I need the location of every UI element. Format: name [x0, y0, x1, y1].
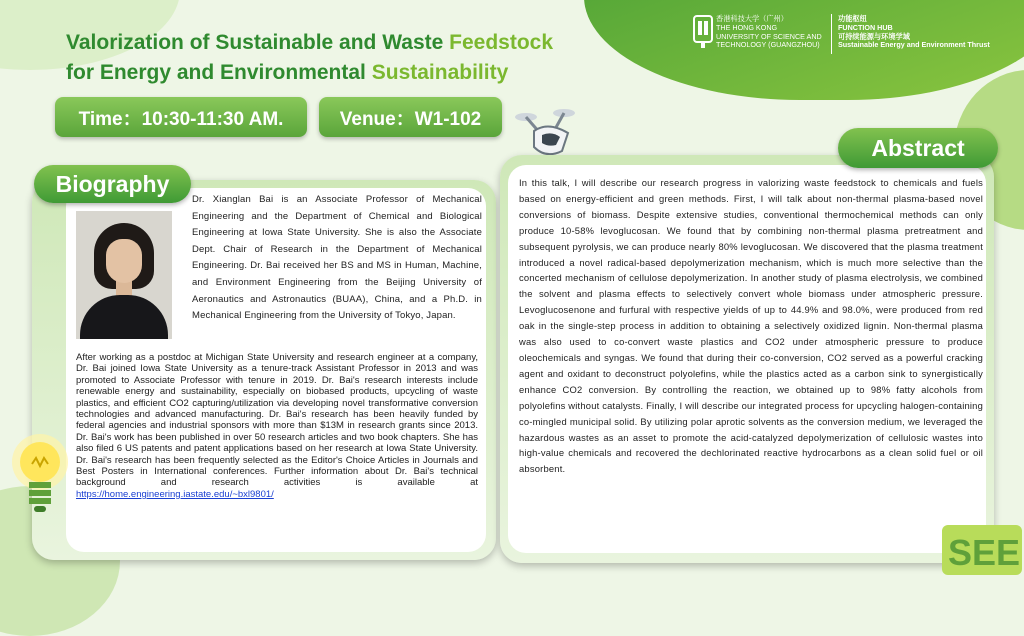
hkust-gz-logo: [692, 12, 1022, 66]
sees-logo-decoration: [934, 515, 1024, 576]
title-line2-a: for Energy and Environmental: [66, 61, 372, 84]
university-crest-icon: [692, 14, 714, 50]
time-badge: Time：10:30-11:30 AM.: [55, 97, 307, 137]
abstract-heading: Abstract: [838, 128, 998, 168]
function-hub-name: 功能枢纽 FUNCTION HUB 可持续能源与环境学域 Sustainable Energy and Environment Thrust: [838, 14, 990, 50]
title-line1-b: Feedstock: [449, 31, 554, 54]
profile-link[interactable]: https://home.engineering.iastate.edu/~bxl9801/: [76, 488, 274, 500]
university-name: 香港科技大学（广州） THE HONG KONG UNIVERSITY OF SCIENCE AND TECHNOLOGY (GUANGZHOU): [716, 14, 822, 50]
photo-face: [106, 239, 142, 283]
speaker-photo: [76, 211, 172, 339]
sees-letters: SEE: [948, 532, 1021, 573]
venue-badge: Venue：W1-102: [319, 97, 502, 137]
abstract-text: In this talk, I will describe our research progress in valorizing waste feedstock to chemicals and fuels based on energy-efficient and green methods. First, I will talk about non-thermal plasma-based novel conversions of biomass. Despite extensive studies, conventional thermochemical methods can only produce 10-58% levoglucosan. We found that by combining non-thermal plasma pretreatment and subsequent pyrolysis, we can produce nearly 80% levoglucosan. We discovered that the plasma treatment introduced a novel radical-based depolymerization mechanism, which is much more selective than the concerted mechanism of cellulose depolymerization. In another study of plasma electrolysis, we combined the solvent and plasma effects to selectively convert whole biomass under atmospheric pressure. Levoglucosenone and furfural with respective yields of up to 44.9% and 98.0%, were produced from red oak in the single-step process in addition to obtaining a selectively oxidized lignin. Non-thermal plasma was also used to co-convert waste plastics and CO2 under atmospheric pressure to produce oleochemicals and syngas. We found that during their co-conversion, CO2 served as a powerful cracking agent and oxidant to deconstruct polyolefins, while the plastics acted as a carbon sink to synergistically enhance CO2 conversion. By controlling the reaction, we obtained up to 98% fatty alcohols from polyolefins without catalysts. Finally, I will describe our integrated process for upcycling halogen-containing co-mingled municipal solid. By utilizing polar aprotic solvents as the conversion medium, we leveraged the hazardous wastes as an asset to promote the acid-catalyzed depolymerization of cellulosic wastes into high-value chemicals and recovered the dechlorinated reactive hydrocarbons as a clean solid fuel or oil absorbent.: [519, 177, 983, 475]
logo-divider: [831, 14, 832, 54]
photo-body: [80, 295, 168, 339]
biography-paragraph-1: Dr. Xianglan Bai is an Associate Professor of Mechanical Engineering and the Department of Chemical and Biological Engineering at Iowa State University. She is also the Associate Dept. Chair of Research in the Department of Mechanical Engineering. Dr. Bai received her BS and MS in Human, Machine, and Environment Engineering from the Beijing University of Aeronautics and Astronautics (BUAA), China, and a Ph.D. in Mechanical Engineering from the University of Tokyo, Japan.: [192, 194, 482, 322]
biography-paragraph-2: [76, 352, 478, 500]
page-title: [66, 28, 666, 88]
biography-heading: Biography: [34, 165, 191, 203]
lightbulb-icon: [10, 428, 70, 528]
biography-paragraph-2-text: After working as a postdoc at Michigan State University and research engineer at a company, Dr. Bai joined Iowa State University as a tenure-track Assistant Professor in 2013 and was promoted to Associate Professor with tenure in 2019. Dr. Bai's research interests include renewable energy and sustainability, especially on biobased products, upcycling of waste plastics, and efficient CO2 capturing/utilization via developing novel transformative conversion technologies and advanced manufacturing. Dr. Bai's research has been heavily funded by federal agencies and industrial sponsors with more than $13M in research grants since 2013. Dr. Bai's work has been published in over 50 research articles and two book chapters. She has also filed 6 US patents and patent applications based on her research at Iowa State University. Dr. Bai's research has been frequently selected as the Editor's Choice Articles in Journals and Best Posters in International conferences. Further information about Dr. Bai's technical background and research activities is available at: [76, 352, 478, 489]
title-line2-b: Sustainability: [371, 61, 509, 84]
title-line1-a: Valorization of Sustainable and Waste: [66, 31, 450, 54]
